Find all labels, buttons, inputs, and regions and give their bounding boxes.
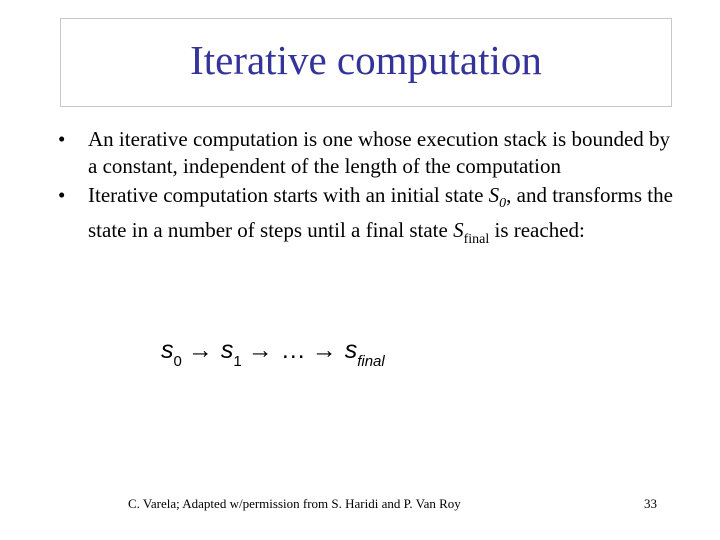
bullet-marker: • [58, 127, 66, 151]
formula-s1-subscript: 1 [233, 353, 242, 370]
formula-s0: s [161, 336, 174, 364]
formula-ellipsis: … [280, 336, 306, 364]
formula-s1: s [220, 336, 234, 364]
bullet-list [58, 126, 678, 253]
state-initial-subscript: 0 [499, 196, 507, 211]
bullet-marker: • [58, 183, 66, 207]
state-initial-symbol: S [488, 183, 500, 207]
bullet-text-end: is reached: [489, 218, 585, 242]
state-final-symbol: S [453, 218, 464, 242]
formula-sfinal-subscript: final [357, 353, 385, 370]
arrow-icon: → [187, 336, 213, 364]
formula-sfinal: s [344, 336, 358, 364]
bullet-text-middle: , and transforms the state in a number of steps until a final state [88, 183, 673, 242]
slide-footer: C. Varela; Adapted w/permission from S. Haridi and P. Van Roy [128, 496, 461, 511]
state-sequence-formula [161, 336, 385, 370]
title-box [60, 18, 672, 107]
state-final-subscript: final [463, 232, 490, 247]
slide-title: Iterative computation [190, 37, 542, 83]
bullet-text: An iterative computation is one whose execution stack is bounded by a constant, independent of the length of the computation [88, 127, 671, 178]
bullet-item [58, 182, 678, 253]
bullet-text-start: Iterative computation starts with an initial state [88, 183, 489, 207]
arrow-icon: → [247, 336, 273, 364]
arrow-icon: → [311, 336, 337, 364]
page-number: 33 [644, 496, 657, 511]
formula-s0-subscript: 0 [173, 353, 182, 370]
bullet-item [58, 126, 678, 180]
